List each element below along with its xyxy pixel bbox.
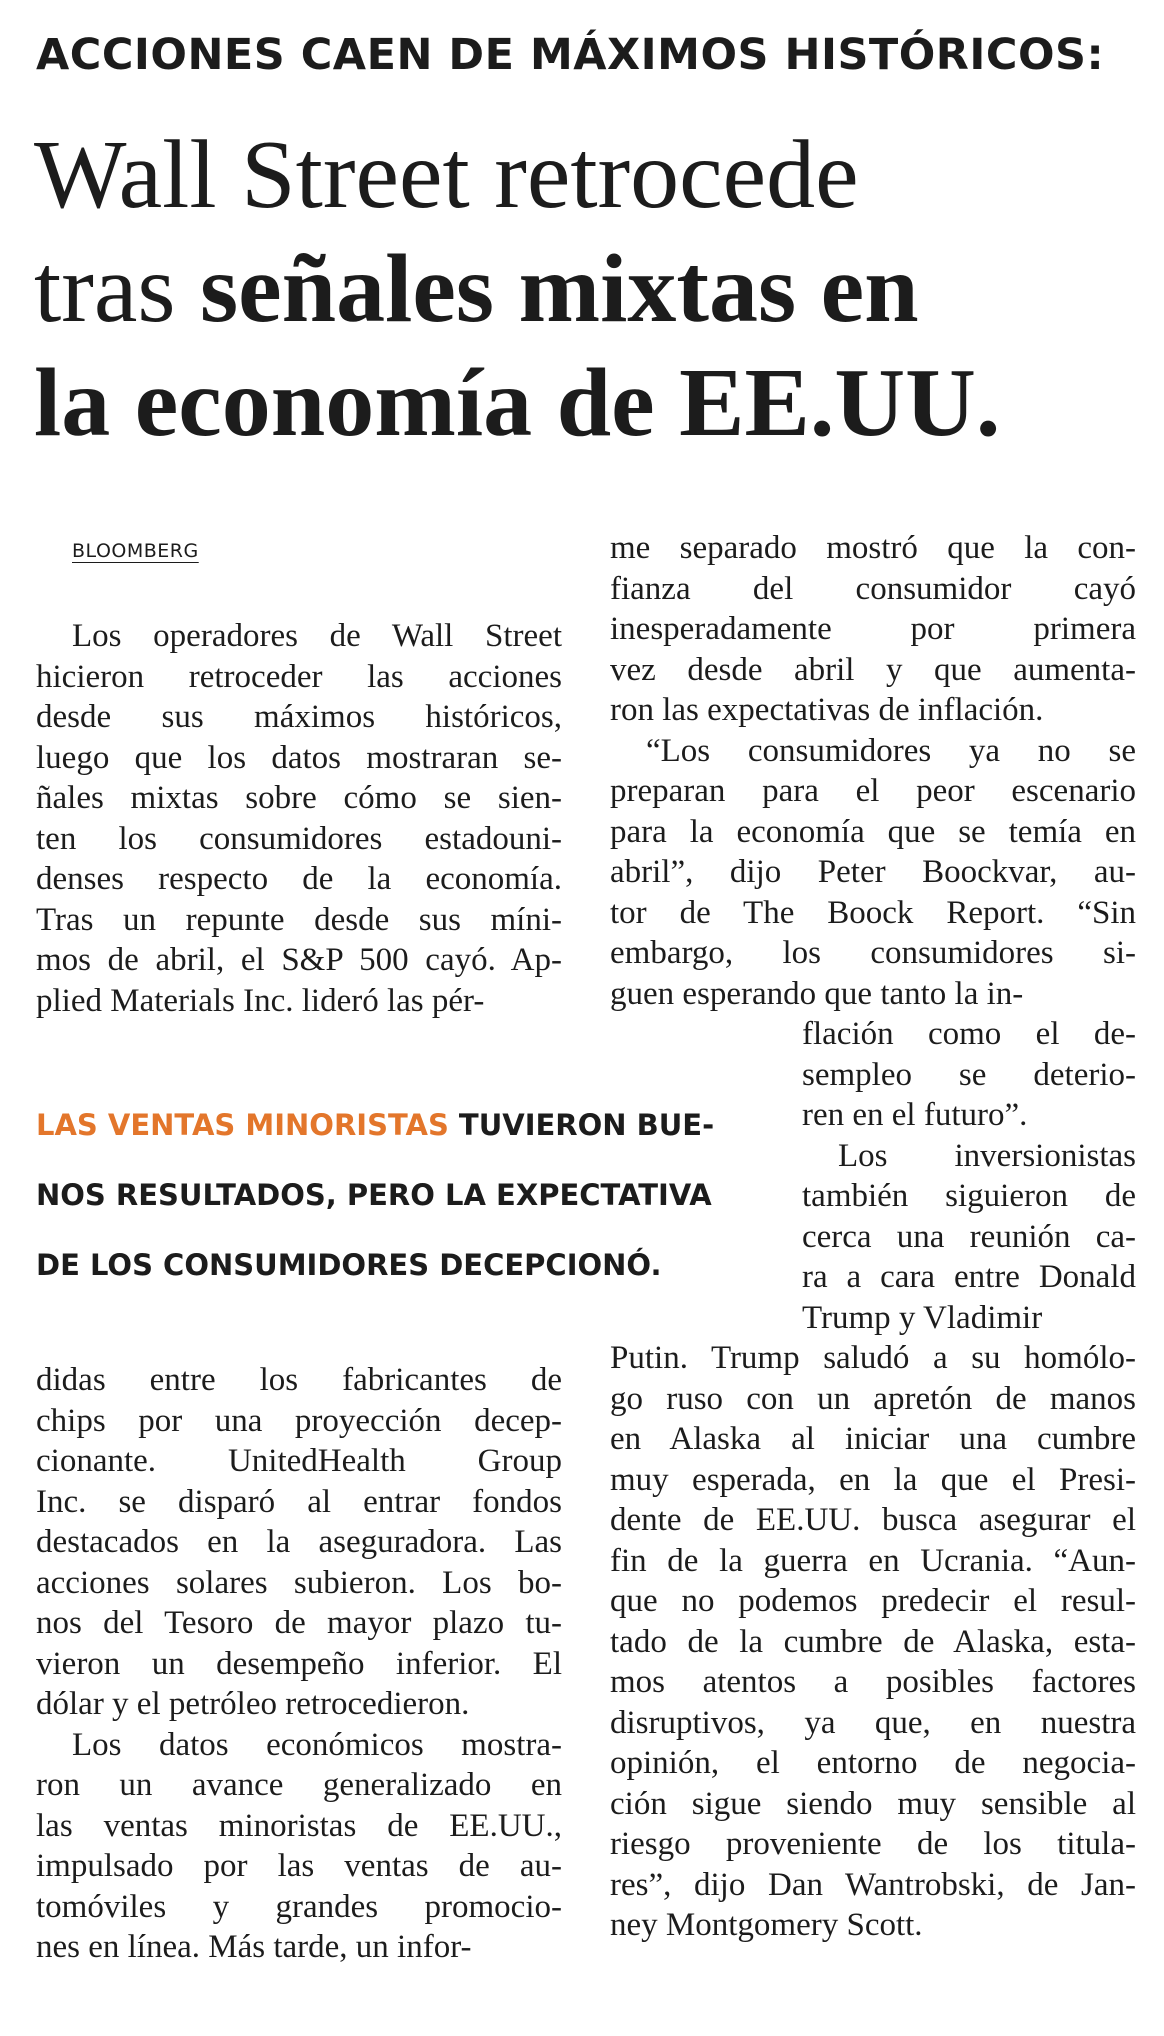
article-text-line: Trump y Vladimir	[802, 1299, 1043, 1336]
headline-line-3: la economía de EE.UU.	[34, 349, 1001, 457]
article-text-line: guen esperando que tanto la in-	[610, 975, 1024, 1012]
article-text-line: me separado mostró que la con-	[610, 530, 1136, 566]
article-text-line: destacados en la aseguradora. Las	[36, 1524, 562, 1560]
article-text-line: dente de EE.UU. busca asegurar el	[610, 1502, 1136, 1538]
article-text-line: dólar y el petróleo retrocedieron.	[36, 1686, 470, 1722]
article-text-line: para la economía que se temía en	[610, 813, 1136, 850]
article-text-line: vieron un desempeño inferior. El	[36, 1645, 562, 1682]
article-text-line: ten los consumidores estadouni-	[36, 820, 562, 857]
article-text-line: también siguieron de	[802, 1178, 1136, 1214]
article-text-line: en Alaska al iniciar una cumbre	[610, 1421, 1136, 1457]
article-text-line: ron un avance generalizado en	[36, 1767, 562, 1803]
headline-line-2	[34, 232, 1144, 346]
article-text-line: go ruso con un apretón de manos	[610, 1380, 1136, 1417]
article-kicker: ACCIONES CAEN DE MÁXIMOS HISTÓRICOS:	[36, 30, 1105, 80]
article-text-line: las ventas minoristas de EE.UU.,	[36, 1807, 562, 1844]
headline-line-2-bold: señales mixtas en	[200, 235, 919, 343]
article-text-line: Putin. Trump saludó a su homólo-	[610, 1340, 1136, 1376]
column-1-bottom	[36, 1360, 562, 1968]
column-2-top	[610, 528, 1136, 1014]
article-text-line: didas entre los fabricantes de	[36, 1362, 562, 1398]
article-text-line: plied Materials Inc. lideró las pér-	[36, 982, 485, 1019]
article-text-line: tado de la cumbre de Alaska, esta-	[610, 1623, 1136, 1660]
pull-quote	[36, 1090, 766, 1300]
pull-quote-line-1	[36, 1090, 766, 1160]
article-text-line: ra a cara entre Donald	[802, 1259, 1136, 1295]
column-2-narrow	[802, 1014, 1136, 1338]
article-text-line: impulsado por las ventas de au-	[36, 1848, 562, 1884]
article-text-line: inesperadamente por primera	[610, 611, 1136, 647]
article-text-line: mos atentos a posibles factores	[610, 1664, 1136, 1700]
article-text-line: tor de The Boock Report. “Sin	[610, 894, 1136, 931]
article-text-line: ron las expectativas de inflación.	[610, 692, 1044, 728]
article-text-line: Tras un repunte desde sus míni-	[36, 901, 562, 938]
article-text-line: embargo, los consumidores si-	[610, 935, 1136, 971]
article-text-line: nos del Tesoro de mayor plazo tu-	[36, 1605, 562, 1641]
article-text-line: preparan para el peor escenario	[610, 773, 1136, 809]
article-text-line: abril”, dijo Peter Boockvar, au-	[610, 854, 1136, 890]
pull-quote-line-2: NOS RESULTADOS, PERO LA EXPECTATIVA	[36, 1178, 712, 1212]
article-text-line: muy esperada, en la que el Presi-	[610, 1461, 1136, 1498]
column-2-bottom	[610, 1338, 1136, 1946]
article-text-line: cionante. UnitedHealth Group	[36, 1443, 562, 1479]
headline-line-2-light: tras	[34, 235, 200, 343]
article-text-line: ción sigue siendo muy sensible al	[610, 1785, 1136, 1822]
article-text-line: luego que los datos mostraran se-	[36, 739, 562, 776]
byline: BLOOMBERG	[72, 540, 199, 562]
article-text-line: Los inversionistas	[838, 1137, 1136, 1174]
pull-quote-accent: LAS VENTAS MINORISTAS	[36, 1108, 449, 1142]
article-text-line: ñales mixtas sobre cómo se sien-	[36, 780, 562, 816]
article-headline	[34, 118, 1144, 460]
article-text-line: que no podemos predecir el resul-	[610, 1583, 1136, 1619]
column-1-top	[36, 616, 562, 1021]
article-text-line: chips por una proyección decep-	[36, 1402, 562, 1439]
article-text-line: acciones solares subieron. Los bo-	[36, 1564, 562, 1601]
article-text-line: desde sus máximos históricos,	[36, 699, 562, 735]
article-text-line: nes en línea. Más tarde, un infor-	[36, 1929, 472, 1965]
article-text-line: Los datos económicos mostra-	[72, 1726, 562, 1763]
article-text-line: mos de abril, el S&P 500 cayó. Ap-	[36, 942, 562, 978]
article-text-line: cerca una reunión ca-	[802, 1218, 1136, 1255]
article-text-line: Inc. se disparó al entrar fondos	[36, 1483, 562, 1520]
article-text-line: res”, dijo Dan Wantrobski, de Jan-	[610, 1866, 1136, 1903]
pull-quote-line-1-rest: TUVIERON BUE-	[448, 1108, 715, 1142]
article-text-line: tomóviles y grandes promocio-	[36, 1888, 562, 1925]
article-text-line: ren en el futuro”.	[802, 1097, 1028, 1133]
pull-quote-line-3: DE LOS CONSUMIDORES DECEPCIONÓ.	[36, 1248, 662, 1282]
article-text-line: sempleo se deterio-	[802, 1056, 1136, 1093]
article-text-line: disruptivos, ya que, en nuestra	[610, 1704, 1136, 1741]
article-text-line: riesgo proveniente de los titula-	[610, 1826, 1136, 1862]
article-text-line: Los operadores de Wall Street	[72, 618, 562, 654]
article-text-line: vez desde abril y que aumenta-	[610, 651, 1136, 688]
article-text-line: fianza del consumidor cayó	[610, 570, 1136, 607]
article-text-line: flación como el de-	[802, 1016, 1136, 1052]
headline-line-1: Wall Street retrocede	[34, 121, 859, 229]
article-text-line: opinión, el entorno de negocia-	[610, 1745, 1136, 1781]
article-text-line: ney Montgomery Scott.	[610, 1907, 923, 1943]
article-text-line: denses respecto de la economía.	[36, 861, 562, 897]
article-text-line: “Los consumidores ya no se	[646, 732, 1136, 769]
article-text-line: fin de la guerra en Ucrania. “Aun-	[610, 1542, 1136, 1579]
article-text-line: hicieron retroceder las acciones	[36, 658, 562, 695]
